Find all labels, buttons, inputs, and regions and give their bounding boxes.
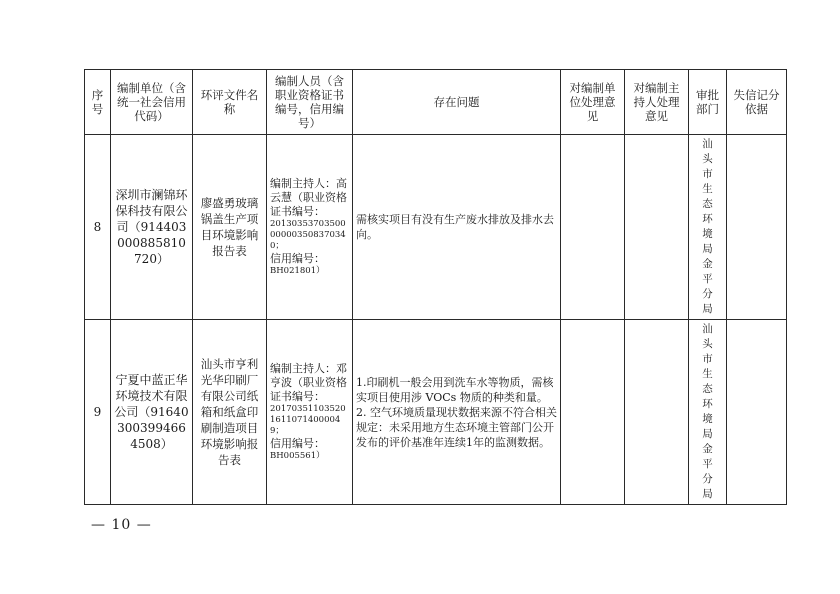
table-header-row bbox=[85, 70, 787, 135]
row-unit-opinion bbox=[561, 135, 625, 320]
page-number: — 10 — bbox=[91, 517, 152, 533]
row-issues bbox=[353, 135, 561, 320]
header-approver: 审批部门 bbox=[689, 70, 727, 135]
row-approver bbox=[689, 320, 727, 505]
issue-item: 1.印刷机一般会用到洗车水等物质，需核实项目使用涉 VOCs 物质的种类和量。 bbox=[356, 375, 554, 404]
header-host-opinion: 对编制主持人处理意见 bbox=[625, 70, 689, 135]
staff-credit-number: BH005561） bbox=[270, 451, 325, 461]
row-host-opinion bbox=[625, 320, 689, 505]
staff-credit-label: 信用编号： bbox=[270, 437, 325, 450]
staff-credit-number: BH021801） bbox=[270, 266, 325, 276]
issue-item: 2. 空气环境质量现状数据来源不符合相关规定：未采用地方生态环境主管部门公开发布的评价基准年连续1年的监测数据。 bbox=[356, 405, 557, 449]
row-host-opinion bbox=[625, 135, 689, 320]
staff-cert-number: 2017035110352016110714000049； bbox=[270, 404, 346, 436]
staff-host: 编制主持人：邓亨波（职业资格证书编号： bbox=[270, 362, 347, 403]
header-document: 环评文件名称 bbox=[193, 70, 267, 135]
issue-item: 需核实项目有没有生产废水排放及排水去向。 bbox=[356, 213, 554, 241]
row-staff bbox=[267, 135, 353, 320]
header-issues: 存在问题 bbox=[353, 70, 561, 135]
header-staff: 编制人员（含职业资格证书编号，信用编号） bbox=[267, 70, 353, 135]
row-index: 8 bbox=[85, 135, 111, 320]
row-unit: 深圳市澜锦环保科技有限公司（914403000885810720） bbox=[111, 135, 193, 320]
row-index: 9 bbox=[85, 320, 111, 505]
approver-text: 汕头市生态环境局金平分局 bbox=[702, 138, 713, 315]
row-basis bbox=[727, 320, 787, 505]
row-document: 廖盛勇玻璃锅盖生产项目环境影响报告表 bbox=[193, 135, 267, 320]
header-basis: 失信记分依据 bbox=[727, 70, 787, 135]
row-unit: 宁夏中蓝正华环境技术有限公司（916403003994664508） bbox=[111, 320, 193, 505]
header-unit: 编制单位（含统一社会信用代码） bbox=[111, 70, 193, 135]
staff-host: 编制主持人：高云慧（职业资格证书编号： bbox=[270, 177, 347, 218]
staff-credit-label: 信用编号： bbox=[270, 252, 325, 265]
staff-cert-number: 20130353703500000003508370340； bbox=[270, 219, 346, 251]
row-approver bbox=[689, 135, 727, 320]
row-document: 汕头市亨利光华印刷厂有限公司纸箱和纸盒印刷制造项目环境影响报告表 bbox=[193, 320, 267, 505]
table-row bbox=[85, 135, 787, 320]
row-issues bbox=[353, 320, 561, 505]
table-row bbox=[85, 320, 787, 505]
row-basis bbox=[727, 135, 787, 320]
header-unit-opinion: 对编制单位处理意见 bbox=[561, 70, 625, 135]
row-staff bbox=[267, 320, 353, 505]
review-table bbox=[84, 69, 787, 505]
header-index: 序号 bbox=[85, 70, 111, 135]
approver-text: 汕头市生态环境局金平分局 bbox=[702, 323, 713, 500]
row-unit-opinion bbox=[561, 320, 625, 505]
